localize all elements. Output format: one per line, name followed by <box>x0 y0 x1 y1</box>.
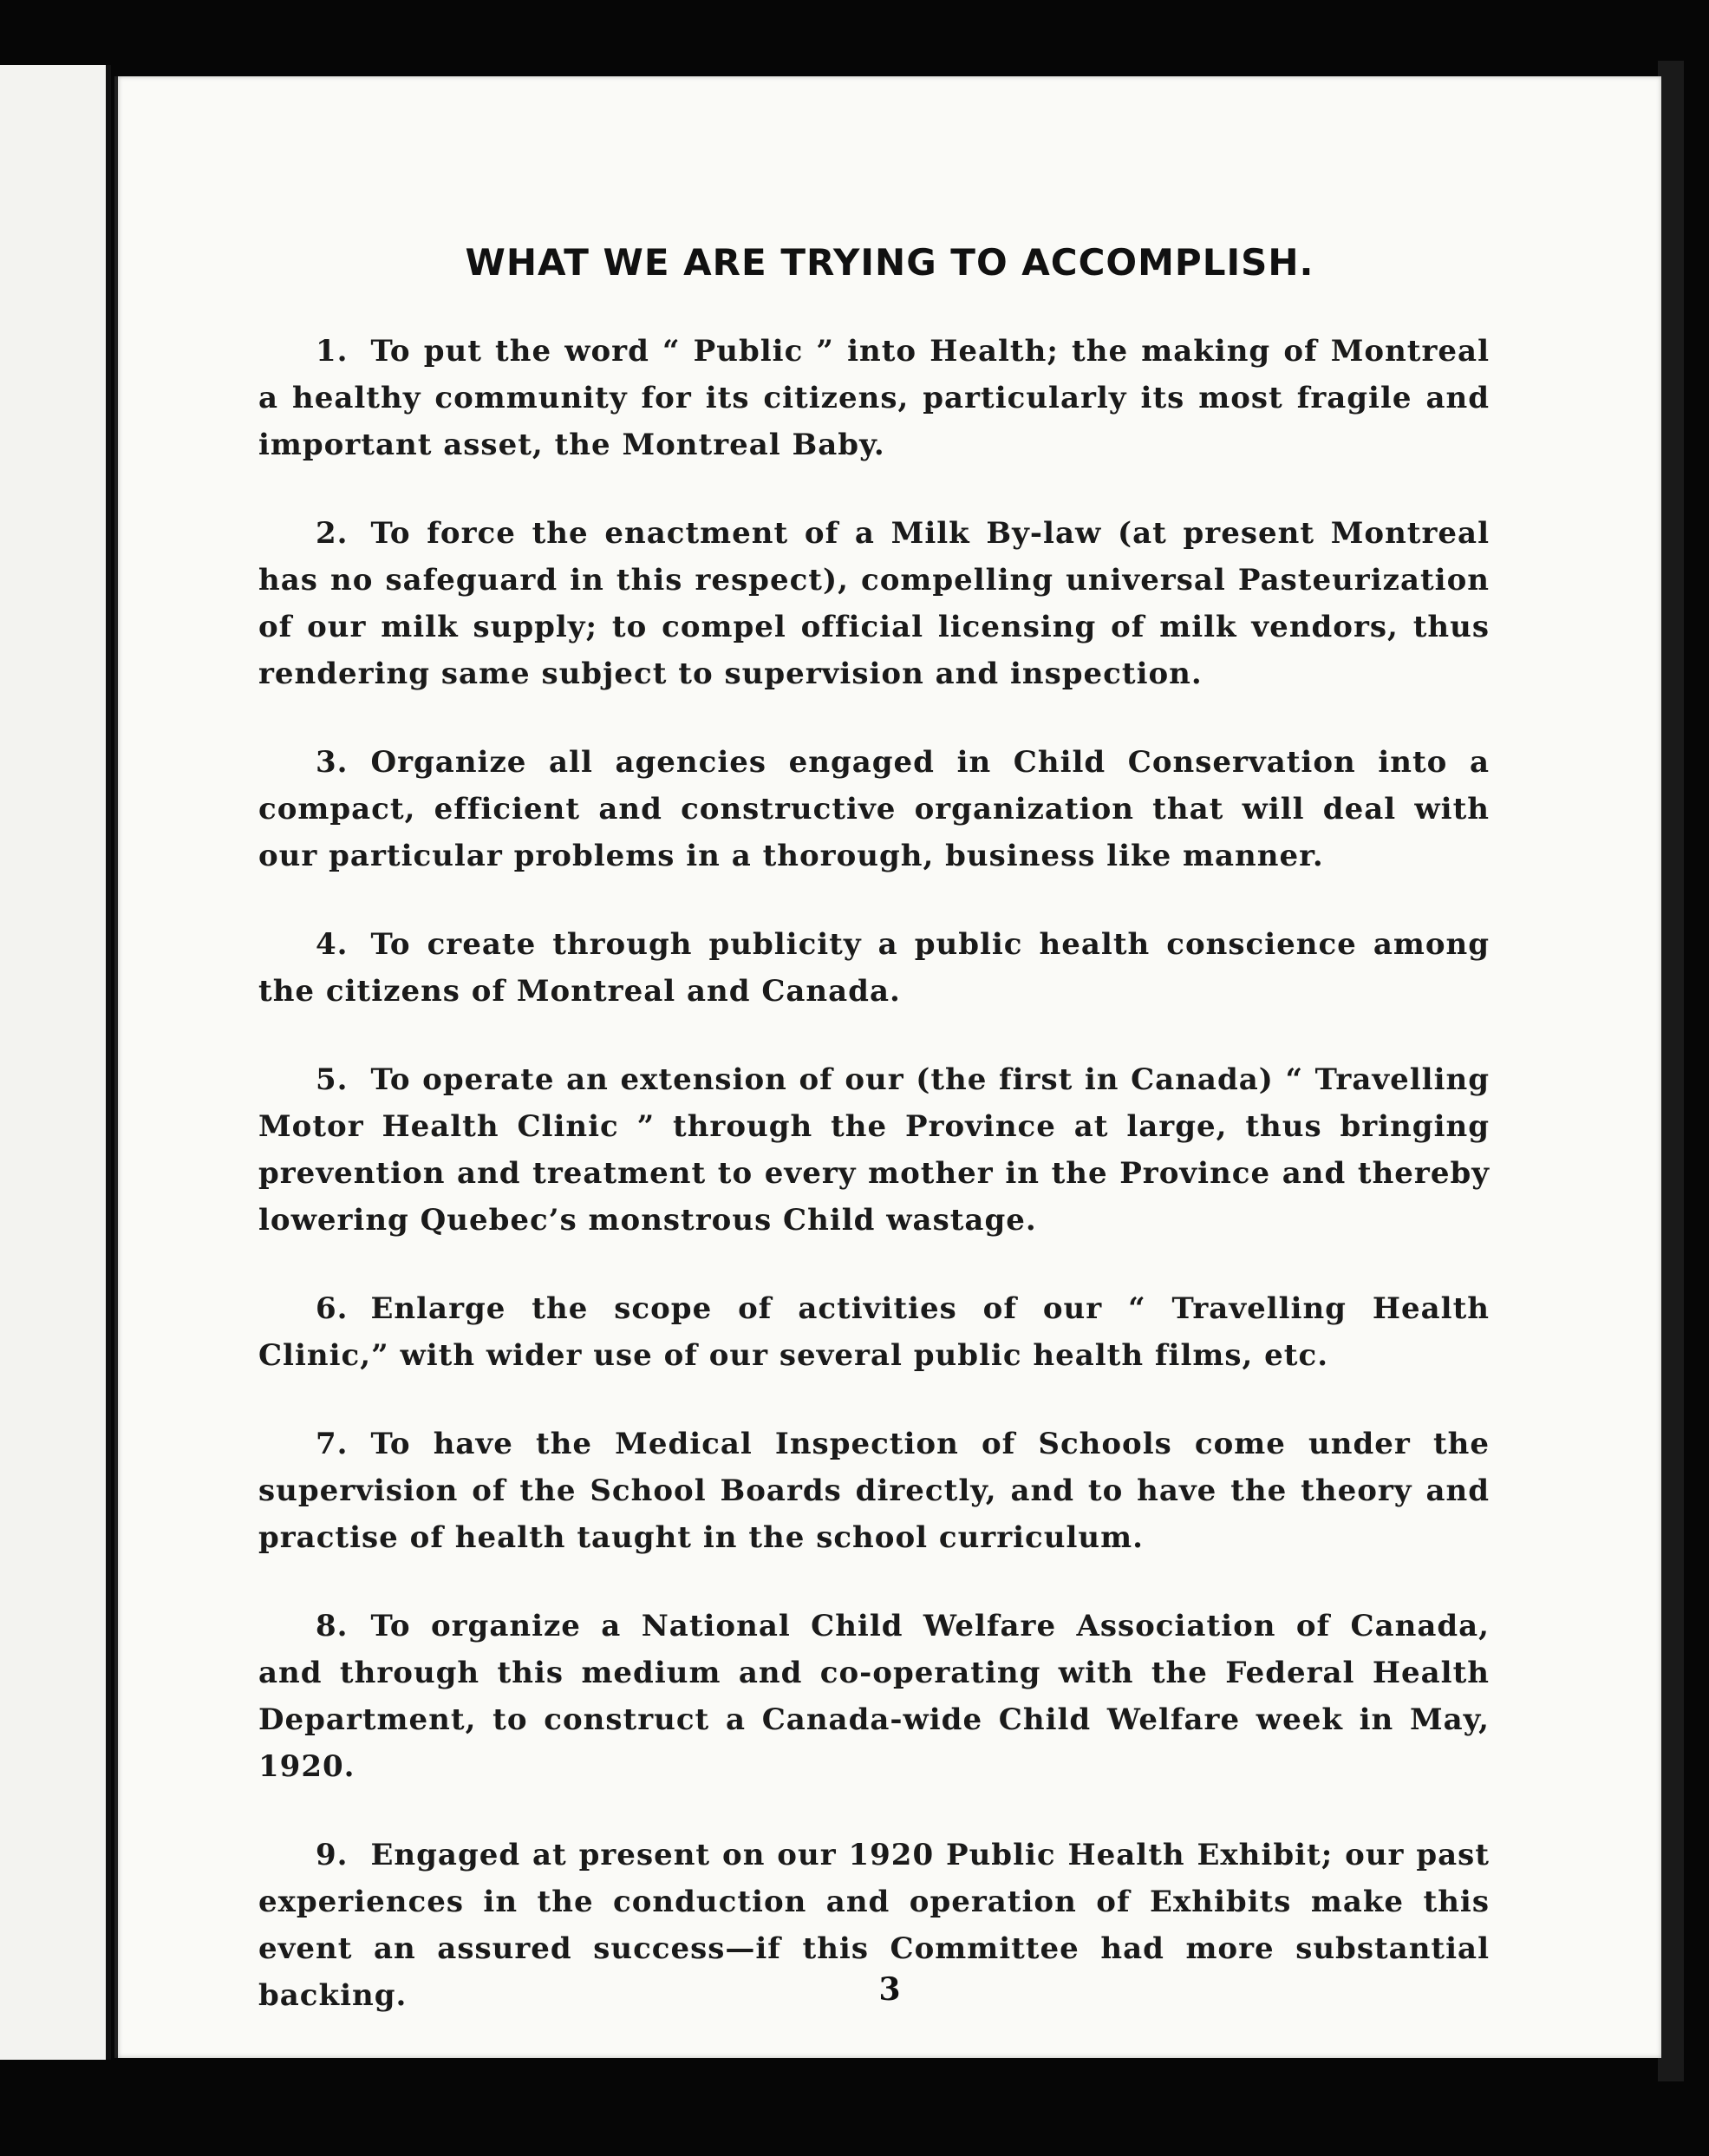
item-number: 6. <box>316 1291 349 1326</box>
list-item <box>258 510 1490 697</box>
list-item <box>258 1056 1490 1244</box>
item-number: 5. <box>316 1062 349 1097</box>
item-text: Organize all agencies engaged in Child Conservation into a compact, efficient and constructive organization that will deal with our particular problems in a thorough, business like manner. <box>258 745 1490 873</box>
list-item <box>258 1603 1490 1790</box>
document-page <box>114 76 1661 2058</box>
item-number: 3. <box>316 745 349 780</box>
item-text: To create through publicity a public health conscience among the citizens of Montreal and Canada. <box>258 927 1490 1009</box>
list-item <box>258 739 1490 879</box>
item-number: 7. <box>316 1427 349 1461</box>
item-number: 1. <box>316 334 349 369</box>
page-number: 3 <box>878 1971 901 2008</box>
item-number: 8. <box>316 1609 349 1643</box>
item-text: To have the Medical Inspection of Schools come under the supervision of the School Boards directly, and to have the theory and practise of health taught in the school curriculum. <box>258 1427 1490 1555</box>
list-item <box>258 328 1490 468</box>
item-text: To operate an extension of our (the first in Canada) “ Travelling Motor Health Clinic ” through the Province at large, thus bringing prevention and treatment to every mother in the Province and thereby lowering Quebec’s monstrous Child wastage. <box>258 1062 1490 1238</box>
item-text: To force the enactment of a Milk By-law (at present Montreal has no safeguard in this respect), compelling universal Pasteurization of our milk supply; to compel official licensing of milk vendors, thus rendering same subject to supervision and inspection. <box>258 516 1490 691</box>
page-title: WHAT WE ARE TRYING TO ACCOMPLISH. <box>465 241 1314 284</box>
item-number: 4. <box>316 927 349 962</box>
item-number: 2. <box>316 516 349 551</box>
item-text: To organize a National Child Welfare Association of Canada, and through this medium and co-operating with the Federal Health Department, to construct a Canada-wide Child Welfare week in May, 1920. <box>258 1609 1490 1784</box>
list-item <box>258 1421 1490 1561</box>
binding-edge <box>1658 61 1684 2081</box>
item-text: Enlarge the scope of activities of our “ Travelling Health Clinic,” with wider use of our several public health films, etc. <box>258 1291 1490 1373</box>
item-text: To put the word “ Public ” into Health; the making of Montreal a healthy community for its citizens, particularly its most fragile and important asset, the Montreal Baby. <box>258 334 1490 462</box>
list-item <box>258 921 1490 1015</box>
list-item <box>258 1285 1490 1379</box>
facing-page-edge <box>0 65 111 2060</box>
item-text: Engaged at present on our 1920 Public Health Exhibit; our past experiences in the conduction and operation of Exhibits make this event an assured success—if this Committee had more substantial backing. <box>258 1838 1490 2013</box>
item-list <box>258 328 1490 2061</box>
item-number: 9. <box>316 1838 349 1872</box>
